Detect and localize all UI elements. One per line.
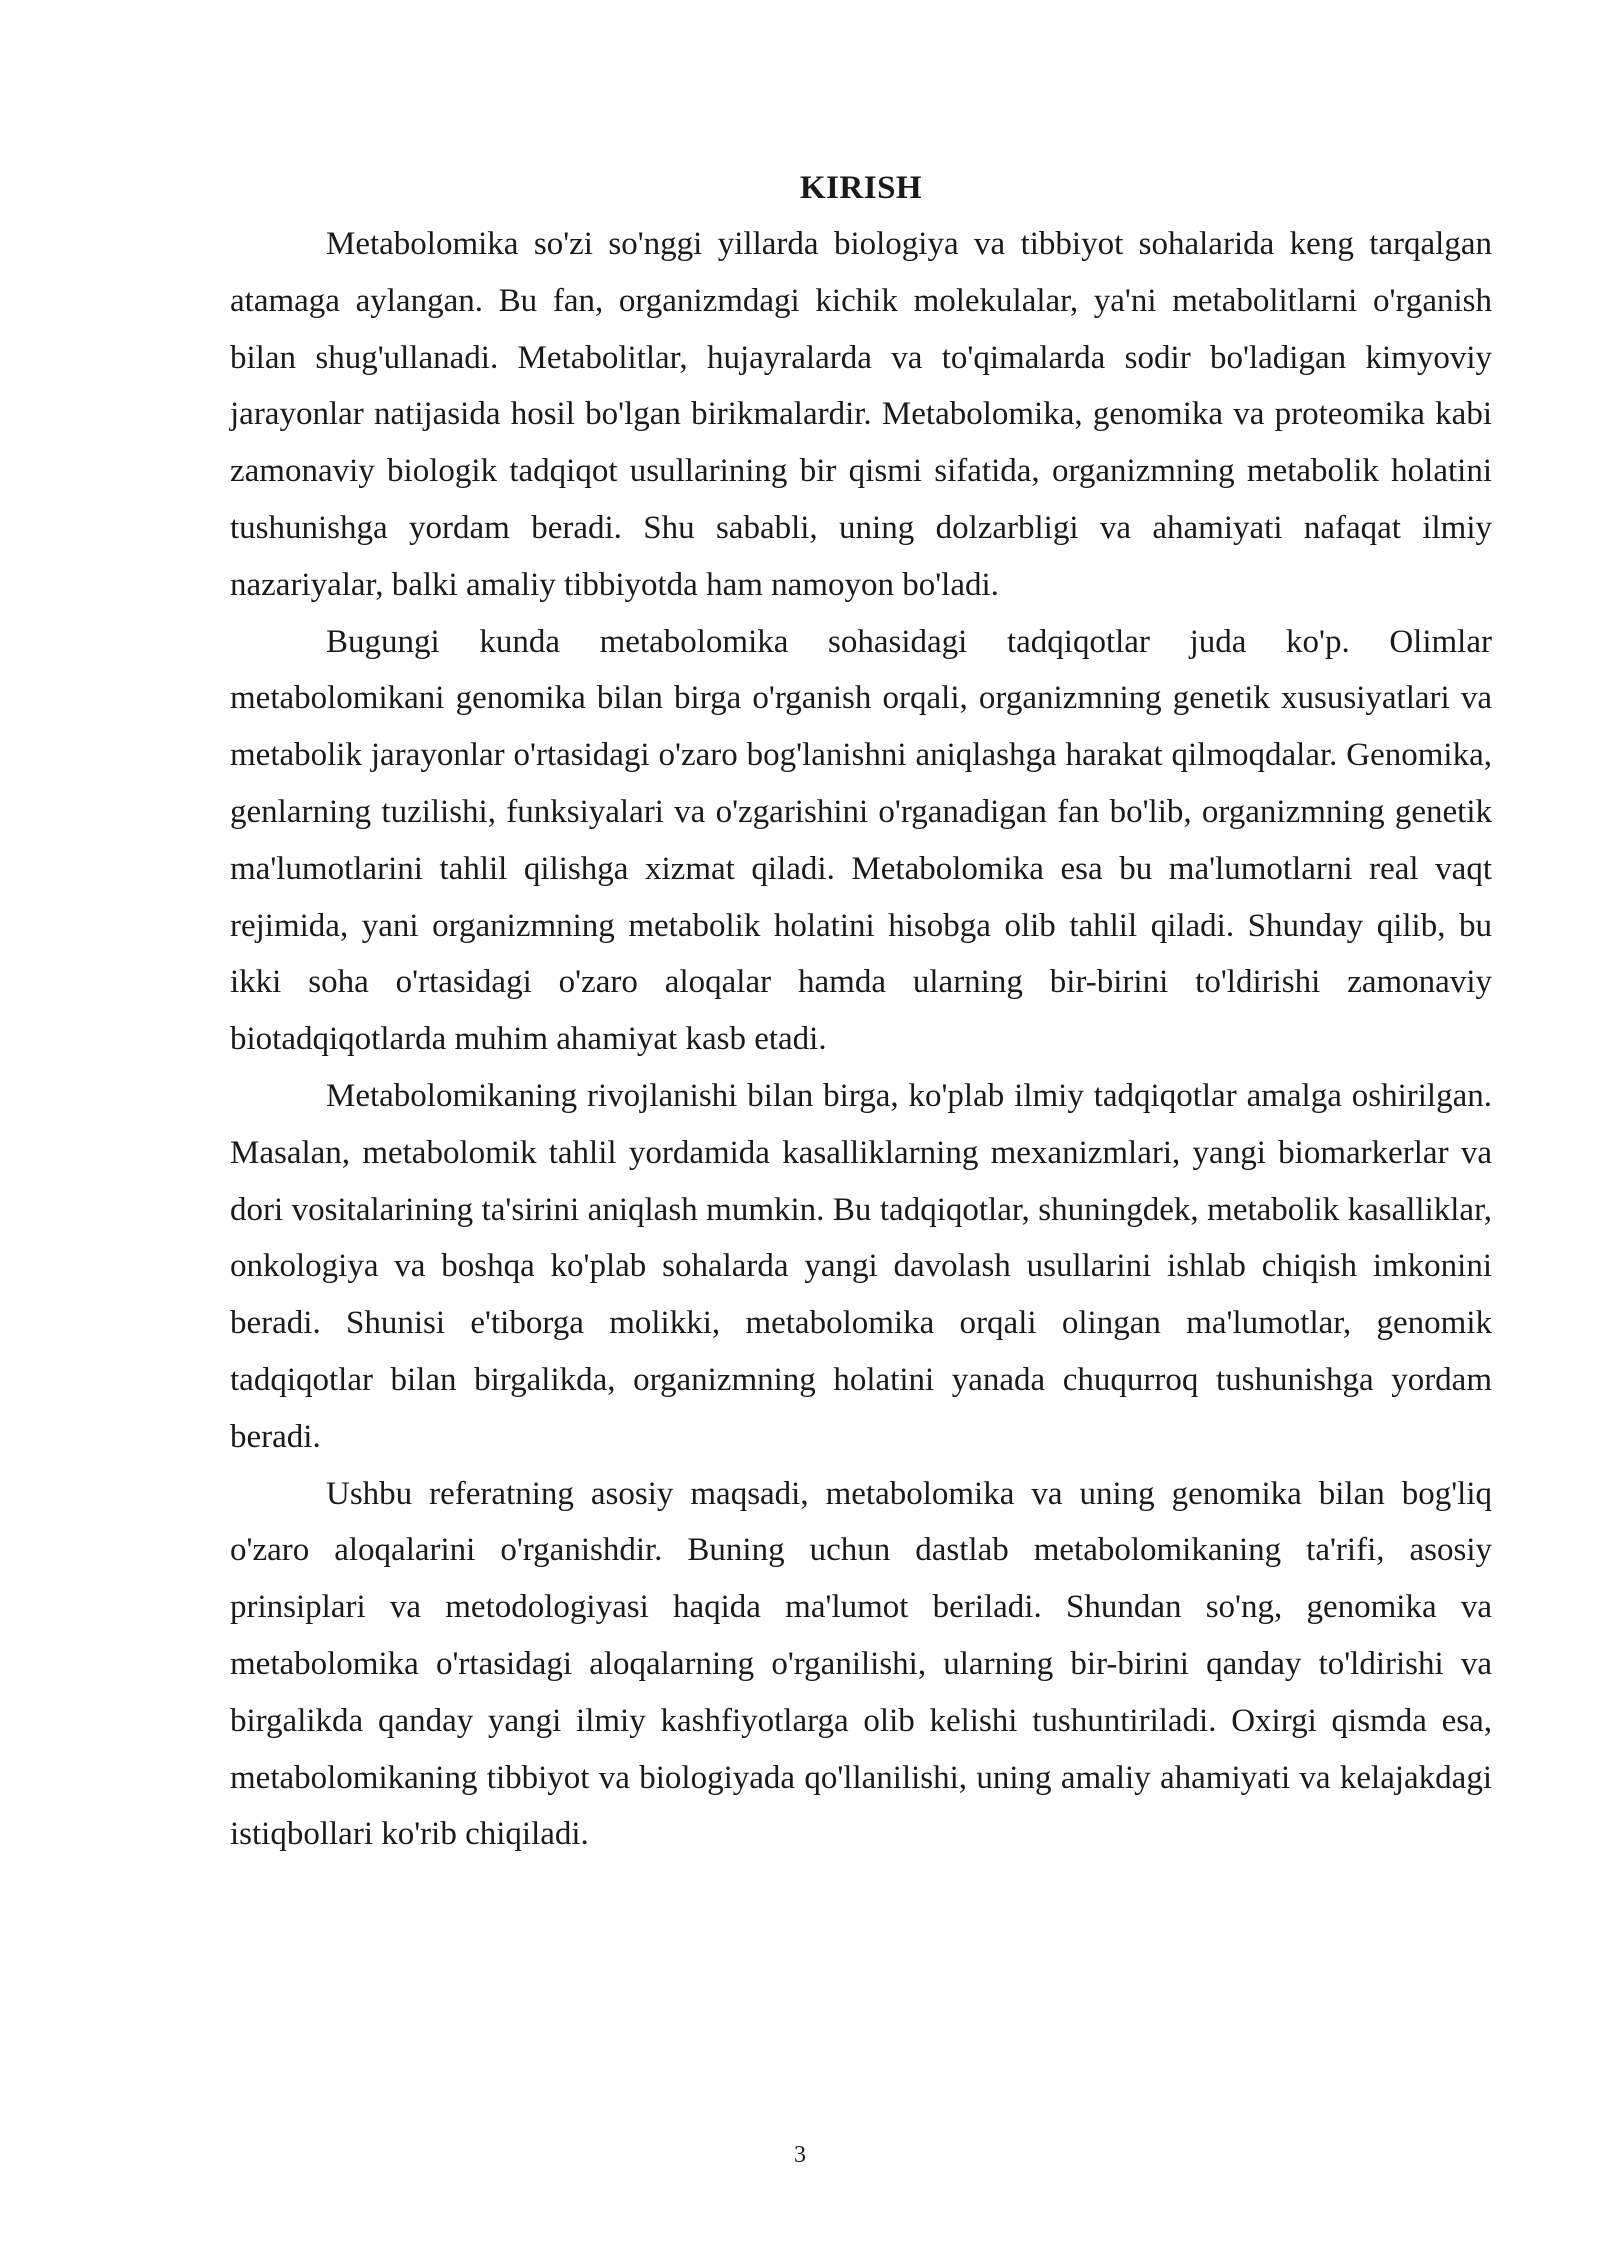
page-content — [230, 160, 1492, 1863]
page-number: 3 — [794, 2142, 806, 2168]
paragraph-1: Metabolomika so'zi so'nggi yillarda biologiya va tibbiyot sohalarida keng tarqalgan atamaga aylangan. Bu fan, organizmdagi kichik molekulalar, ya'ni metabolitlarni o'rganish bilan shug'ullanadi. Metabolitlar, hujayralarda va to'qimalarda sodir bo'ladigan kimyoviy jarayonlar natijasida hosil bo'lgan birikmalardir. Metabolomika, genomika va proteomika kabi zamonaviy biologik tadqiqot usullarining bir qismi sifatida, organizmning metabolik holatini tushunishga yordam beradi. Shu sababli, uning dolzarbligi va ahamiyati nafaqat ilmiy nazariyalar, balki amaliy tibbiyotda ham namoyon bo'ladi. — [230, 226, 1492, 603]
paragraph-2: Bugungi kunda metabolomika sohasidagi tadqiqotlar juda ko'p. Olimlar metabolomikani genomika bilan birga o'rganish orqali, organizmning genetik xususiyatlari va metabolik jarayonlar o'rtasidagi o'zaro bog'lanishni aniqlashga harakat qilmoqdalar. Genomika, genlarning tuzilishi, funksiyalari va o'zgarishini o'rganadigan fan bo'lib, organizmning genetik ma'lumotlarini tahlil qilishga xizmat qiladi. Metabolomika esa bu ma'lumotlarni real vaqt rejimida, yani organizmning metabolik holatini hisobga olib tahlil qiladi. Shunday qilib, bu ikki soha o'rtasidagi o'zaro aloqalar hamda ularning bir-birini to'ldirishi zamonaviy biotadqiqotlarda muhim ahamiyat kasb etadi. — [230, 623, 1492, 1058]
paragraph-3: Metabolomikaning rivojlanishi bilan birga, ko'plab ilmiy tadqiqotlar amalga oshirilgan. Masalan, metabolomik tahlil yordamida kasalliklarning mexanizmlari, yangi biomarkerlar va dori vositalarining ta'sirini aniqlash mumkin. Bu tadqiqotlar, shuningdek, metabolik kasalliklar, onkologiya va boshqa ko'plab sohalarda yangi davolash usullarini ishlab chiqish imkonini beradi. Shunisi e'tiborga molikki, metabolomika orqali olingan ma'lumotlar, genomik tadqiqotlar bilan birgalikda, organizmning holatini yanada chuqurroq tushunishga yordam beradi. — [230, 1077, 1492, 1455]
page-title: KIRISH — [799, 170, 923, 206]
paragraph-4: Ushbu referatning asosiy maqsadi, metabolomika va uning genomika bilan bog'liq o'zaro aloqalarini o'rganishdir. Buning uchun dastlab metabolomikaning ta'rifi, asosiy prinsiplari va metodologiyasi haqida ma'lumot beriladi. Shundan so'ng, genomika va metabolomika o'rtasidagi aloqalarning o'rganilishi, ularning bir-birini qanday to'ldirishi va birgalikda qanday yangi ilmiy kashfiyotlarga olib kelishi tushuntiriladi. Oxirgi qismda esa, metabolomikaning tibbiyot va biologiyada qo'llanilishi, uning amaliy ahamiyati va kelajakdagi istiqbollari ko'rib chiqiladi. — [230, 1475, 1492, 1853]
